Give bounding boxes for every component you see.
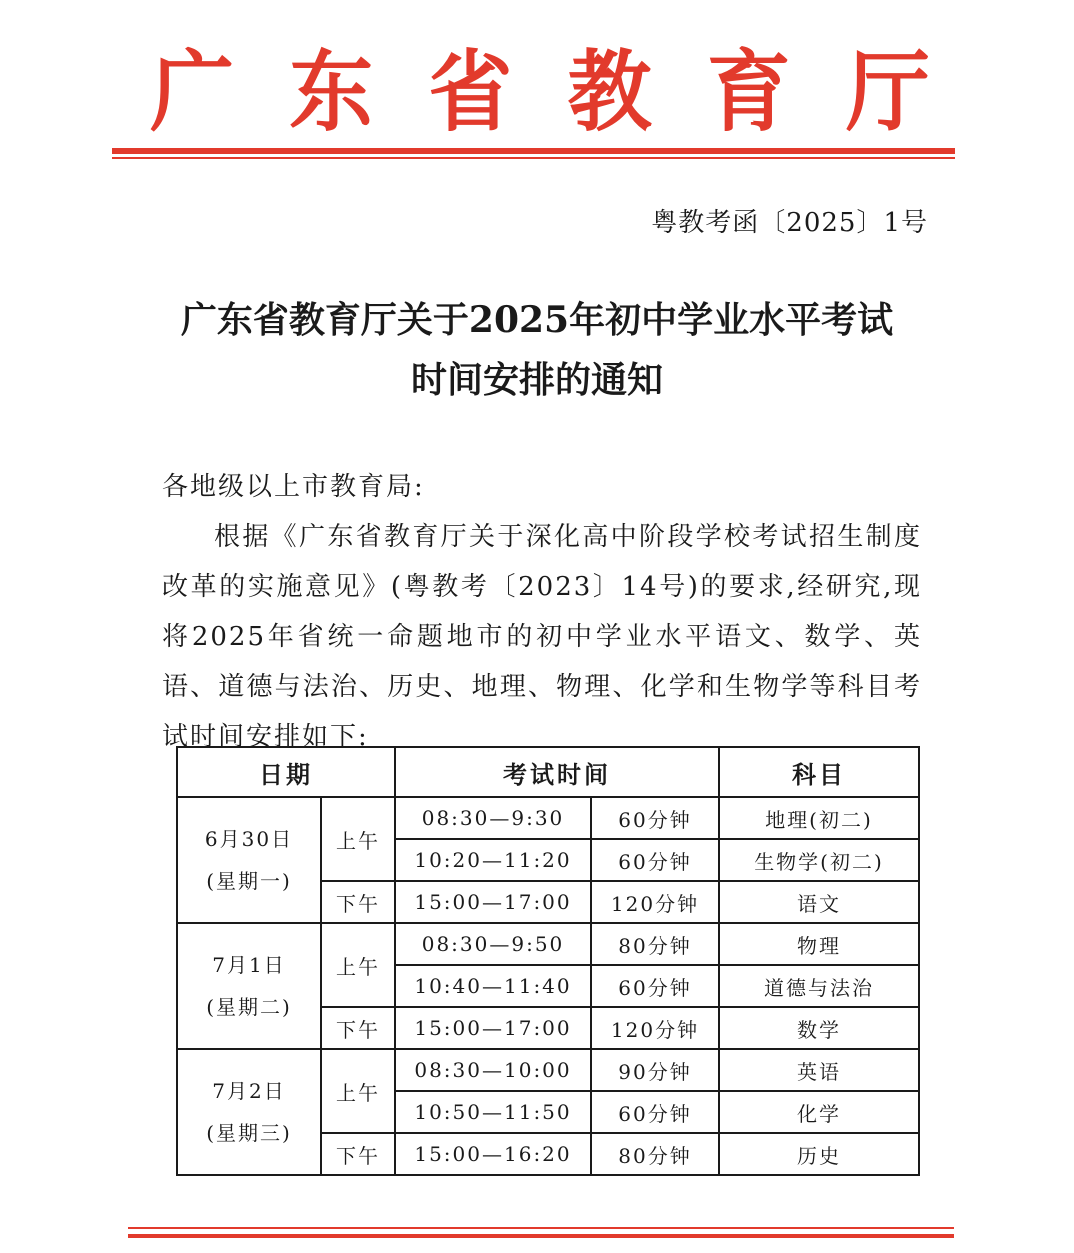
date-cell xyxy=(177,923,321,1049)
time-range: 15:00—17:00 xyxy=(395,1007,591,1049)
table-header-row xyxy=(177,747,919,797)
header-char: 省 xyxy=(428,39,513,144)
time-range: 08:30—10:00 xyxy=(395,1049,591,1091)
document-body xyxy=(162,462,922,762)
period-morning: 上午 xyxy=(321,797,395,881)
subject: 地理(初二) xyxy=(719,797,919,839)
subject: 生物学(初二) xyxy=(719,839,919,881)
subject: 化学 xyxy=(719,1091,919,1133)
title-line-1: 广东省教育厅关于2025年初中学业水平考试 xyxy=(180,299,894,341)
header-char: 育 xyxy=(706,39,791,144)
subject: 道德与法治 xyxy=(719,965,919,1007)
time-range: 08:30—9:30 xyxy=(395,797,591,839)
date-cell xyxy=(177,797,321,923)
header-char: 广 xyxy=(150,39,235,144)
table-row xyxy=(177,1049,919,1091)
subject: 数学 xyxy=(719,1007,919,1049)
period-morning: 上午 xyxy=(321,923,395,1007)
weekday-label: (星期一) xyxy=(206,869,292,893)
title-line-2: 时间安排的通知 xyxy=(410,359,663,401)
time-range: 15:00—17:00 xyxy=(395,881,591,923)
time-range: 08:30—9:50 xyxy=(395,923,591,965)
issuing-authority-header xyxy=(150,39,930,144)
time-range: 15:00—16:20 xyxy=(395,1133,591,1175)
subject: 语文 xyxy=(719,881,919,923)
duration: 120分钟 xyxy=(591,881,719,923)
header-char: 东 xyxy=(289,39,374,144)
header-date: 日期 xyxy=(177,747,395,797)
period-afternoon: 下午 xyxy=(321,1007,395,1049)
duration: 90分钟 xyxy=(591,1049,719,1091)
duration: 120分钟 xyxy=(591,1007,719,1049)
header-subject: 科目 xyxy=(719,747,919,797)
header-exam-time: 考试时间 xyxy=(395,747,719,797)
subject: 历史 xyxy=(719,1133,919,1175)
exam-schedule-table xyxy=(176,746,920,1176)
header-char: 教 xyxy=(567,39,652,144)
header-red-divider xyxy=(112,148,955,154)
time-range: 10:40—11:40 xyxy=(395,965,591,1007)
subject: 物理 xyxy=(719,923,919,965)
subject: 英语 xyxy=(719,1049,919,1091)
date-label: 6月30日 xyxy=(204,827,294,851)
document-number: 粤教考函〔2025〕1号 xyxy=(651,208,928,238)
period-afternoon: 下午 xyxy=(321,881,395,923)
time-range: 10:50—11:50 xyxy=(395,1091,591,1133)
document-title xyxy=(110,290,964,410)
duration: 60分钟 xyxy=(591,965,719,1007)
date-label: 7月2日 xyxy=(212,1079,286,1103)
salutation: 各地级以上市教育局: xyxy=(162,472,425,502)
duration: 60分钟 xyxy=(591,797,719,839)
duration: 60分钟 xyxy=(591,839,719,881)
date-cell xyxy=(177,1049,321,1175)
table-row xyxy=(177,923,919,965)
duration: 80分钟 xyxy=(591,1133,719,1175)
date-label: 7月1日 xyxy=(212,953,286,977)
duration: 80分钟 xyxy=(591,923,719,965)
body-paragraph: 根据《广东省教育厅关于深化高中阶段学校考试招生制度改革的实施意见》(粤教考〔2023〕14号)的要求,经研究,现将2025年省统一命题地市的初中学业水平语文、数学、英语、道德与法治、历史、地理、物理、化学和生物学等科目考试时间安排如下: xyxy=(162,522,922,752)
weekday-label: (星期二) xyxy=(206,995,292,1019)
duration: 60分钟 xyxy=(591,1091,719,1133)
table-row xyxy=(177,797,919,839)
time-range: 10:20—11:20 xyxy=(395,839,591,881)
header-char: 厅 xyxy=(845,39,930,144)
footer-red-divider xyxy=(128,1234,954,1238)
period-morning: 上午 xyxy=(321,1049,395,1133)
period-afternoon: 下午 xyxy=(321,1133,395,1175)
weekday-label: (星期三) xyxy=(206,1121,292,1145)
